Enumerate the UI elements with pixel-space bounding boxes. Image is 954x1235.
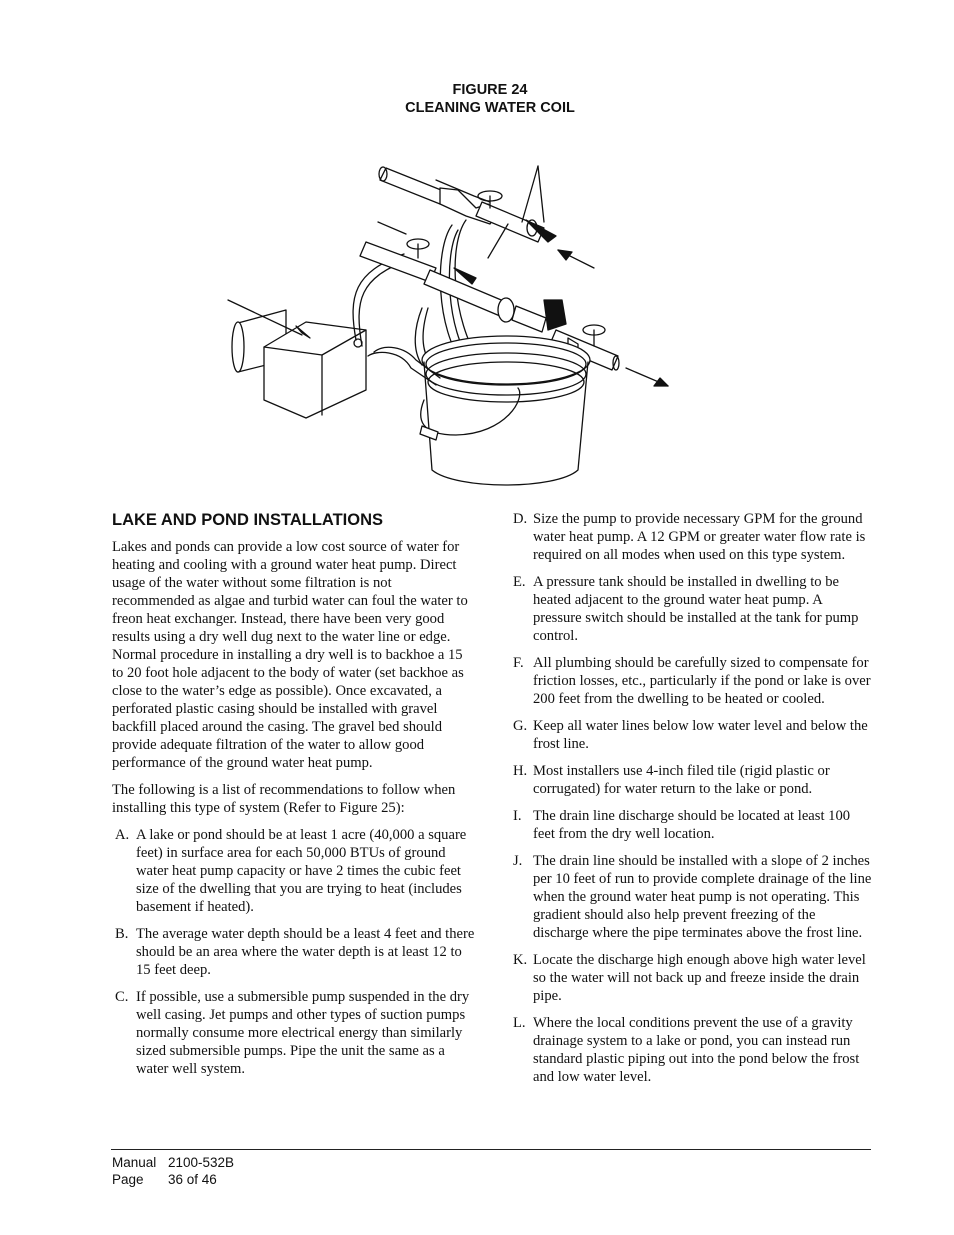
figure-caption [0,81,954,117]
lead-paragraph: The following is a list of recommendations to follow when installing this type of system (Refer to Figure 25): [112,782,456,816]
list-item [513,807,873,843]
list-item-label: I. [513,808,522,824]
list-item-text: A lake or pond should be at least 1 acre (40,000 a square feet) in surface area for each 50,000 BTUs of ground water heat pump capacity or have 2 times the cubic feet size of the dwelling that you are trying to heat (includes basement if heated). [136,827,467,915]
intro-paragraph: Lakes and ponds can provide a low cost source of water for heating and cooling with a ground water heat pump. Direct usage of the water without some filtration is not recommended as algae and turbid water can foul the water to freon heat exchanger. Instead, there have been very good results using a dry well dug next to the water line or edge. Normal procedure in installing a dry well is to backhoe a 15 to 20 foot hole adjacent to the body of water (set backhoe as close to the water’s edge as possible). Once excavated, a perforated plastic casing should be installed with gravel backfill placed around the casing. The gravel bed should provide adequate filtration of the water to allow good performance of the ground water heat pump. [112,539,468,771]
list-item-text: All plumbing should be carefully sized to compensate for friction losses, etc., particularly if the pond or lake is over 200 feet from the dwelling to be heated or cooled. [533,655,871,707]
list-item [513,510,873,564]
list-item-label: L. [513,1015,526,1031]
list-item [513,951,873,1005]
list-item-text: If possible, use a submersible pump suspended in the dry well casing. Jet pumps and other types of suction pumps normally consume more electrical energy than similarly sized submersible pumps. Pipe the unit the same as a water well system. [136,989,470,1077]
list-item [513,654,873,708]
page-label: Page [112,1172,144,1187]
footer-divider [111,1149,871,1150]
left-column [112,510,476,1087]
list-item-label: K. [513,952,528,968]
list-item [112,925,476,979]
list-item [513,762,873,798]
manual-label: Manual [112,1155,157,1170]
list-item [513,852,873,942]
bucket [420,336,590,485]
page-number: 36 of 46 [168,1172,217,1187]
list-item-text: The drain line discharge should be located at least 100 feet from the dry well location. [533,808,851,842]
page-footer [112,1154,234,1188]
right-column [513,510,873,1095]
list-item-label: G. [513,718,528,734]
manual-number: 2100-532B [168,1155,235,1170]
heat-pump-unit [228,300,366,418]
list-item [513,573,873,645]
list-item-text: A pressure tank should be installed in dwelling to be heated adjacent to the ground water heat pump. A pressure switch should be installed at the tank for pump control. [533,574,859,644]
list-item-label: A. [115,827,130,843]
list-item-text: Where the local conditions prevent the use of a gravity drainage system to a lake or pond, you can instead run standard plastic piping out into the pond below the frost and low water level. [533,1015,860,1085]
list-item [112,826,476,916]
list-item-label: B. [115,926,129,942]
list-item-text: Keep all water lines below low water level and below the frost line. [533,718,868,752]
list-item-text: The average water depth should be a least 4 feet and there should be an area where the water depth is at least 12 to 15 feet deep. [136,926,475,978]
list-item-text: Size the pump to provide necessary GPM for the ground water heat pump. A 12 GPM or greater water flow rate is required on all modes when used on this type system. [533,511,866,563]
section-heading: LAKE AND POND INSTALLATIONS [112,511,384,529]
figure-title: CLEANING WATER COIL [405,100,575,116]
list-item-label: C. [115,989,129,1005]
list-item-text: Most installers use 4-inch filed tile (rigid plastic or corrugated) for water return to the lake or pond. [533,763,830,797]
list-item-label: H. [513,763,528,779]
list-item-text: Locate the discharge high enough above high water level so the water will not back up and freeze inside the drain pipe. [533,952,866,1004]
list-item-label: J. [513,853,523,869]
list-item-label: F. [513,655,524,671]
cleaning-water-coil-illustration [226,150,676,490]
list-item-label: D. [513,511,528,527]
list-item-label: E. [513,574,526,590]
list-item-text: The drain line should be installed with a slope of 2 inches per 10 feet of run to provide complete drainage of the line when the ground water heat pump is not operating. This gradient should also help prevent freezing of the discharge where the pipe terminates above the frost line. [533,853,872,941]
list-item [513,1014,873,1086]
list-item [513,717,873,753]
figure-number: FIGURE 24 [452,82,528,98]
list-item [112,988,476,1078]
